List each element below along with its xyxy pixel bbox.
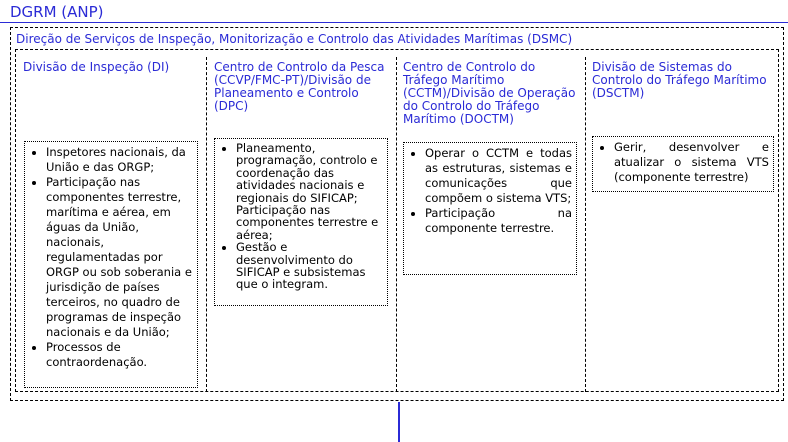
division-box-dsctm [592,136,774,192]
division-title-dsctm: Divisão de Sistemas do Controlo do Tráfego Marítimo (DSCTM) [592,60,767,100]
directorate-title: Direção de Serviços de Inspeção, Monitorização e Controlo das Atividades Marítimas (DSMC) [16,32,573,46]
column-separator [396,57,397,392]
division-box-doctm [403,142,577,275]
column-separator [585,57,586,392]
list-item: • Participação na componente terrestre. [425,206,572,236]
list-item: • Processos de contraordenação. [46,340,193,370]
list-item: • Planeamento, programação, controlo e coordenação das atividades nacionais e regionais do SIFICAP; Participação nas componentes terrestre e aérea; [236,142,383,241]
division-box-di [24,141,198,388]
org-title: DGRM (ANP) [10,3,104,21]
list-item: • Inspetores nacionais, da União e das ORGP; [46,145,193,175]
list-item: • Operar o CCTM e todas as estruturas, sistemas e comunicações que compõem o sistema VTS; [425,146,572,206]
division-title-di: Divisão de Inspeção (DI) [23,60,170,74]
division-box-dpc [214,138,388,306]
column-separator [206,57,207,392]
list-item: • Gerir, desenvolver e atualizar o sistema VTS (componente terrestre) [614,140,769,185]
list-item: • Gestão e desenvolvimento do SIFICAP e subsistemas que o integram. [236,241,383,291]
division-title-doctm: Centro de Controlo do Tráfego Marítimo (CCTM)/Divisão de Operação do Controlo do Tráfego Marítimo (DOCTM) [403,60,576,126]
connector-line [398,402,400,442]
list-item: • Participação nas componentes terrestre, marítima e aérea, em águas da União, nacionais, regulamentadas por ORGP ou sob soberania e jurisdição de países terceiros, no quadro de programas de inspeção nacionais e da União; [46,175,193,340]
division-title-dpc: Centro de Controlo da Pesca (CCVP/FMC-PT)/Divisão de Planeamento e Controlo (DPC) [214,60,385,113]
title-underline [0,22,788,23]
